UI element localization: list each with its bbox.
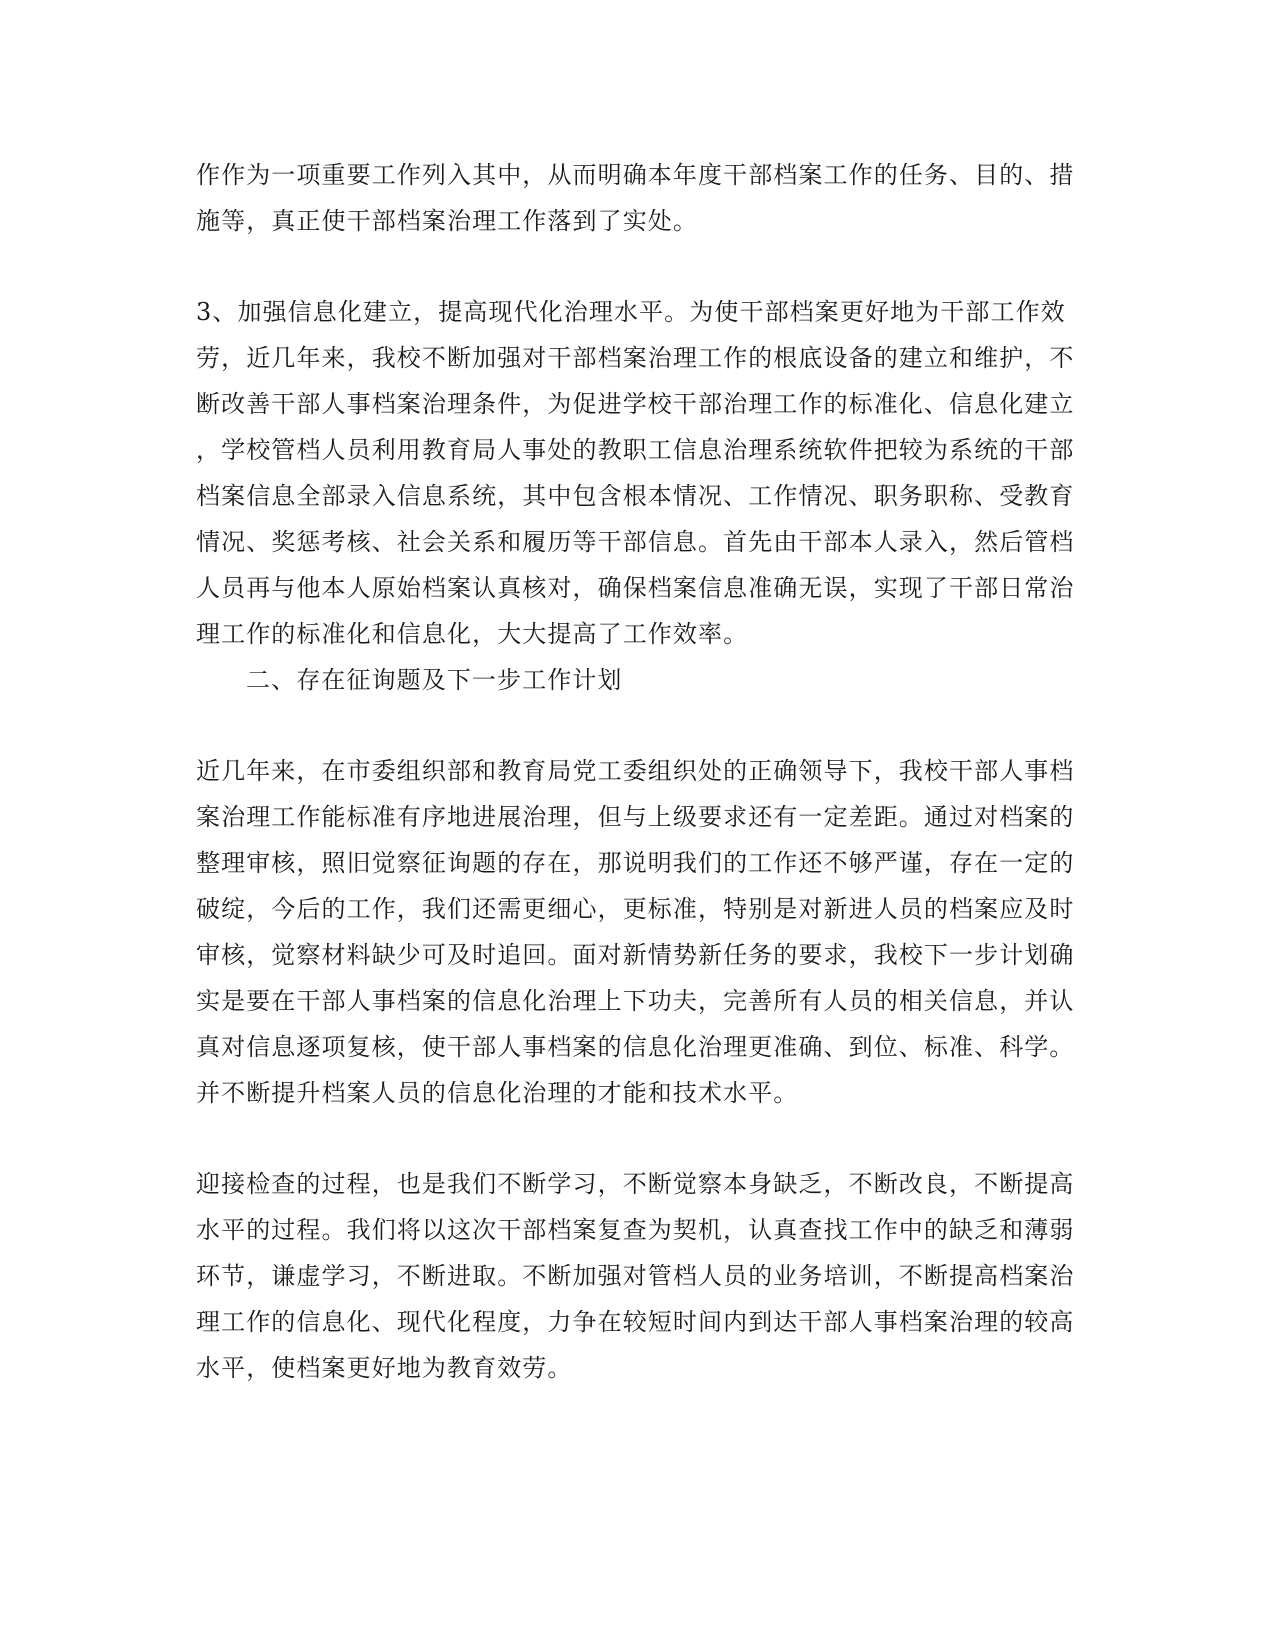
paragraph-4-line-1: 迎接检查的过程，也是我们不断学习，不断觉察本身缺乏，不断改良，不断提高 <box>196 1170 1075 1198</box>
paragraph-2-line-8: 理工作的标准化和信息化，大大提高了工作效率。 <box>196 620 749 648</box>
paragraph-2-line-7: 人员再与他本人原始档案认真核对，确保档案信息准确无误，实现了干部日常治 <box>196 574 1075 602</box>
paragraph-2-line-3: 断改善干部人事档案治理条件，为促进学校干部治理工作的标准化、信息化建立 <box>196 390 1075 418</box>
paragraph-4-line-5: 水平，使档案更好地为教育效劳。 <box>196 1354 573 1382</box>
paragraph-3-line-5: 审核，觉察材料缺少可及时追回。面对新情势新任务的要求，我校下一步计划确 <box>196 941 1075 969</box>
paragraph-2-line-1: 3、加强信息化建立，提高现代化治理水平。为使干部档案更好地为干部工作效 <box>196 298 1066 326</box>
paragraph-3-line-2: 案治理工作能标准有序地进展治理，但与上级要求还有一定差距。通过对档案的 <box>196 803 1075 831</box>
paragraph-2-line-5: 档案信息全部录入信息系统，其中包含根本情况、工作情况、职务职称、受教育 <box>196 482 1075 510</box>
paragraph-3-line-6: 实是要在干部人事档案的信息化治理上下功夫，完善所有人员的相关信息，并认 <box>196 987 1075 1015</box>
paragraph-3-line-8: 并不断提升档案人员的信息化治理的才能和技术水平。 <box>196 1079 799 1107</box>
paragraph-4-line-3: 环节，谦虚学习，不断进取。不断加强对管档人员的业务培训，不断提高档案治 <box>196 1262 1075 1290</box>
paragraph-1-line-1: 作作为一项重要工作列入其中，从而明确本年度干部档案工作的任务、目的、措 <box>196 161 1075 189</box>
paragraph-1-line-2: 施等，真正使干部档案治理工作落到了实处。 <box>196 207 698 235</box>
section-heading: 二、存在征询题及下一步工作计划 <box>246 666 623 694</box>
paragraph-4-line-4: 理工作的信息化、现代化程度，力争在较短时间内到达干部人事档案治理的较高 <box>196 1308 1075 1336</box>
paragraph-3-line-7: 真对信息逐项复核，使干部人事档案的信息化治理更准确、到位、标准、科学。 <box>196 1033 1075 1061</box>
paragraph-2-line-6: 情况、奖惩考核、社会关系和履历等干部信息。首先由干部本人录入，然后管档 <box>196 528 1075 556</box>
paragraph-4-line-2: 水平的过程。我们将以这次干部档案复查为契机，认真查找工作中的缺乏和薄弱 <box>196 1216 1075 1244</box>
paragraph-3-line-3: 整理审核，照旧觉察征询题的存在，那说明我们的工作还不够严谨，存在一定的 <box>196 849 1075 877</box>
paragraph-2-line-4: ，学校管档人员利用教育局人事处的教职工信息治理系统软件把较为系统的干部 <box>196 436 1075 464</box>
paragraph-3-line-4: 破绽，今后的工作，我们还需更细心，更标准，特别是对新进人员的档案应及时 <box>196 895 1075 923</box>
paragraph-2-line-2: 劳，近几年来，我校不断加强对干部档案治理工作的根底设备的建立和维护，不 <box>196 344 1075 372</box>
paragraph-3-line-1: 近几年来，在市委组织部和教育局党工委组织处的正确领导下，我校干部人事档 <box>196 757 1075 785</box>
